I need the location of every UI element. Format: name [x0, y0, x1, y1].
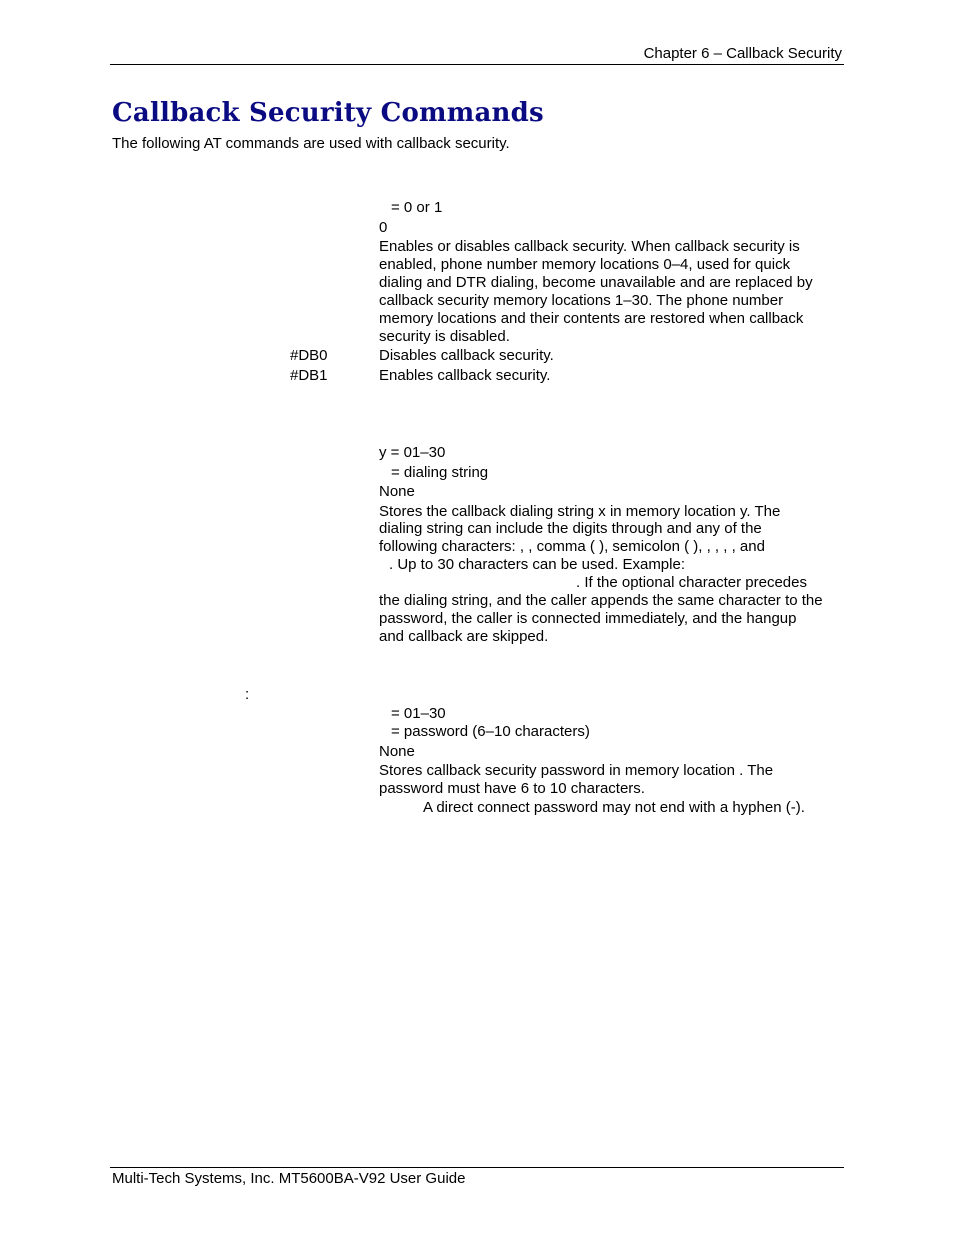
- option-description: Enables callback security.: [379, 367, 551, 384]
- footer-rule: [110, 1167, 844, 1168]
- cmd2-desc-line: . If the optional character precedes: [576, 574, 807, 591]
- chapter-header: Chapter 6 – Callback Security: [643, 45, 842, 62]
- option-description: Disables callback security.: [379, 347, 554, 364]
- cmd3-value: = 01–30: [391, 705, 446, 722]
- cmd3-value: = password (6–10 characters): [391, 723, 590, 740]
- header-rule: [110, 64, 844, 65]
- cmd3-default: None: [379, 743, 415, 760]
- cmd3-desc-line: Stores callback security password in memory location . The: [379, 762, 774, 779]
- cmd2-desc-line: Stores the callback dialing string x in memory location y. The: [379, 503, 781, 520]
- cmd1-desc-line: security is disabled.: [379, 328, 510, 345]
- page-title: Callback Security Commands: [112, 98, 544, 128]
- cmd2-default: None: [379, 483, 415, 500]
- cmd1-desc-line: memory locations and their contents are restored when callback: [379, 310, 804, 327]
- cmd1-desc-line: Enables or disables callback security. When callback security is: [379, 238, 800, 255]
- option-command: #DB0: [290, 347, 328, 364]
- cmd1-desc-line: dialing and DTR dialing, become unavailable and are replaced by: [379, 274, 813, 291]
- cmd2-desc-line: dialing string can include the digits through and any of the: [379, 520, 762, 537]
- cmd2-desc-line: following characters: , , comma ( ), semicolon ( ), , , , , and: [379, 538, 765, 555]
- intro-text: The following AT commands are used with callback security.: [112, 135, 510, 152]
- cmd1-values: = 0 or 1: [391, 199, 443, 216]
- cmd3-note: A direct connect password may not end with a hyphen (-).: [423, 799, 805, 816]
- cmd2-desc-line: . Up to 30 characters can be used. Example:: [389, 556, 685, 573]
- cmd1-default: 0: [379, 219, 388, 236]
- cmd2-desc-line: the dialing string, and the caller appends the same character to the: [379, 592, 823, 609]
- cmd2-value: y = 01–30: [379, 444, 446, 461]
- footer-text: Multi-Tech Systems, Inc. MT5600BA-V92 User Guide: [112, 1170, 466, 1187]
- cmd2-desc-line: password, the caller is connected immediately, and the hangup: [379, 610, 797, 627]
- cmd2-value: = dialing string: [391, 464, 489, 481]
- cmd1-desc-line: callback security memory locations 1–30. The phone number: [379, 292, 784, 309]
- option-command: #DB1: [290, 367, 328, 384]
- cmd3-desc-line: password must have 6 to 10 characters.: [379, 780, 645, 797]
- cmd1-desc-line: enabled, phone number memory locations 0–4, used for quick: [379, 256, 791, 273]
- cmd3-label-colon: :: [245, 686, 250, 703]
- cmd2-desc-line: and callback are skipped.: [379, 628, 549, 645]
